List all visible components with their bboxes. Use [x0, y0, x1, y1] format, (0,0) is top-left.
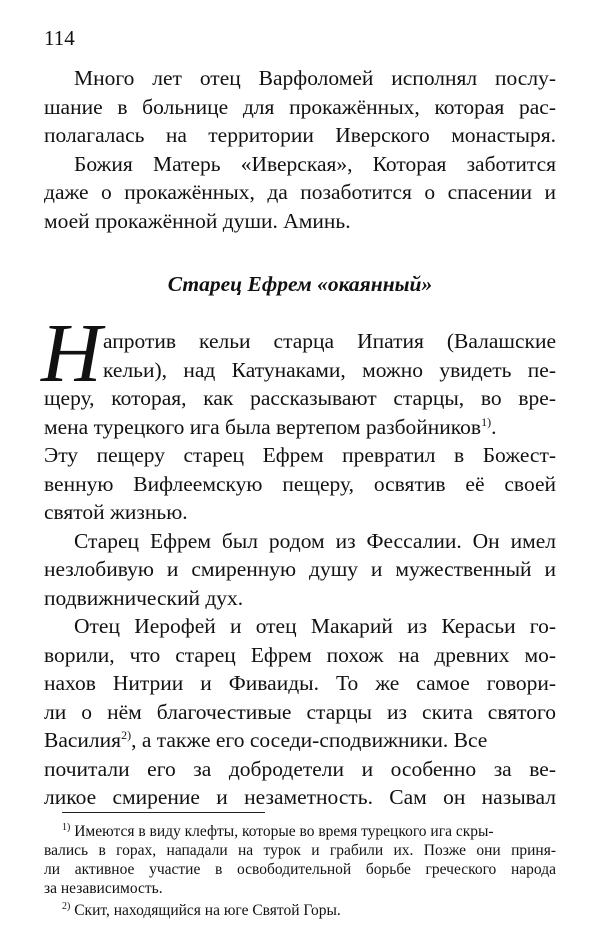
text-span: мена турецкого ига была вертепом разбойников [44, 415, 482, 439]
text-line [44, 413, 496, 441]
text-line: Отец Иерофей и отец Макарий из Керасьи го- [74, 614, 556, 638]
text-line: подвижнический дух. [44, 586, 244, 610]
text-line: щеру, которая, как рассказывают старцы, во вре- [44, 386, 556, 410]
footnote-rule [62, 812, 265, 813]
footnote-line: за независимость. [44, 880, 163, 897]
footnote-text: Имеются в виду клефты, которые во время турецкого ига скры- [74, 823, 494, 840]
text-line [44, 726, 556, 754]
footnote-text: Скит, находящийся на юге Святой Горы. [74, 902, 341, 919]
footnote-ref: 1) [481, 414, 492, 429]
footnote-line: вались в горах, нападали на турок и грабили их. Позже они приня- [44, 842, 556, 859]
text-line: Божия Матерь «Иверская», Которая заботится [74, 152, 556, 176]
footnote-line: ли активное участие в освободительной борьбе греческого народа [44, 861, 556, 878]
text-line: кельи), над Катунаками, можно увидеть пе- [103, 358, 556, 382]
text-span: . [491, 415, 497, 439]
text-line: полагалась на территории Иверского монастыря. [44, 123, 556, 147]
text-line: почитали его за добродетели и особенно за ве- [44, 757, 556, 781]
text-line: Много лет отец Варфоломей исполнял послу- [74, 66, 556, 90]
footnote-ref: 2) [121, 727, 132, 742]
text-line: моей прокажённой души. Аминь. [44, 209, 351, 233]
text-line: ворили, что старец Ефрем похож на древних мо- [44, 643, 556, 667]
text-line: Старец Ефрем был родом из Фессалии. Он имел [74, 529, 556, 553]
text-line: венную Вифлеемскую пещеру, освятив её своей [44, 472, 556, 496]
section-heading: Старец Ефрем «окаянный» [167, 272, 433, 296]
text-line: ли о нём благочестивые старцы из скита святого [44, 700, 556, 724]
text-line: ликое смирение и незаметность. Сам он называл [44, 785, 556, 809]
text-line: шание в больнице для прокажённых, которая рас- [44, 95, 556, 119]
text-span: Василия [44, 728, 122, 752]
text-line: даже о прокажённых, да позаботится о спасении и [44, 180, 556, 204]
page-number: 114 [44, 26, 75, 50]
text-line: Эту пещеру старец Ефрем превратил в Божест- [44, 443, 556, 467]
text-span: , а также его соседи-сподвижники. Все [131, 728, 488, 752]
drop-cap: Н [41, 307, 102, 400]
footnote-line [62, 901, 341, 920]
text-line: святой жизнью. [44, 500, 188, 524]
text-line: апротив кельи старца Ипатия (Валашские [103, 329, 556, 353]
text-line: нахов Нитрии и Фиваиды. То же самое говори- [44, 671, 556, 695]
footnote-marker: 2) [62, 900, 71, 912]
text-span [44, 726, 487, 754]
text-line: незлобивую и смиренную душу и мужественный и [44, 557, 556, 581]
footnote-marker: 1) [62, 821, 71, 833]
footnote-line [62, 822, 494, 841]
